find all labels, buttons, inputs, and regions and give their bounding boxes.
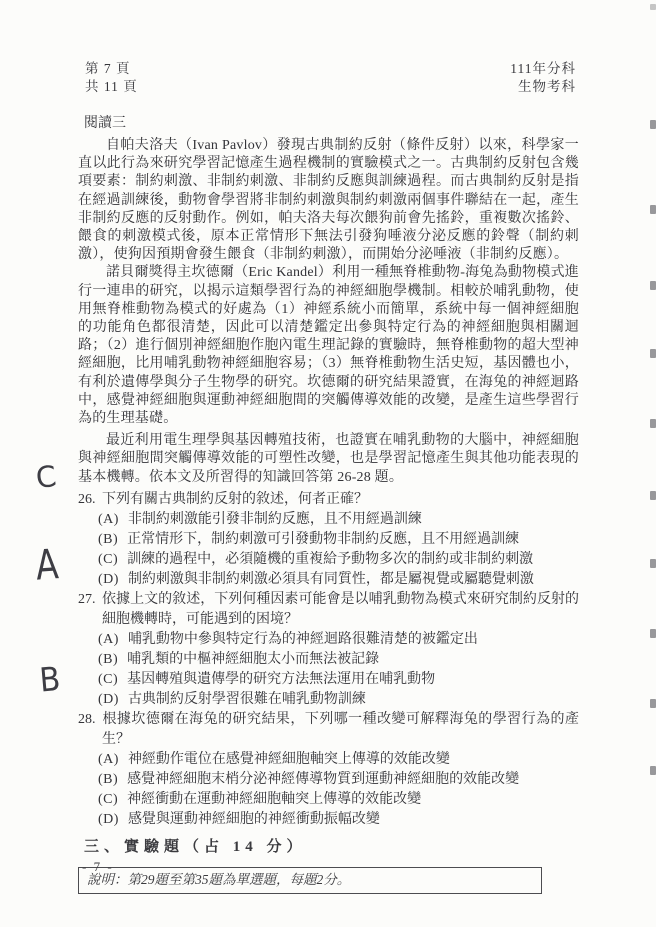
header-exam-info	[510, 60, 576, 96]
question-26-number: 26.	[78, 491, 96, 507]
option-text: 正常情形下，制約刺激可引發動物非制約反應，且不用經過訓練	[127, 531, 520, 547]
option-label: (B)	[98, 771, 119, 787]
option-label: (A)	[98, 511, 119, 527]
question-26-option-c	[78, 550, 579, 570]
option-text: 感覺與運動神經細胞的神經衝動振幅改變	[127, 811, 380, 827]
reading-section-label: 閱讀三	[84, 116, 126, 131]
option-label: (C)	[98, 791, 119, 807]
question-26-stem: 下列有關古典制約反射的敘述，何者正確？	[102, 491, 368, 507]
option-text: 古典制約反射學習很難在哺乳動物訓練	[127, 691, 366, 707]
scan-mark	[650, 4, 656, 10]
option-label: (B)	[98, 651, 119, 667]
instruction-box	[78, 867, 542, 894]
exam-year-label: 111年分科	[510, 61, 576, 76]
reading-section	[78, 114, 579, 894]
handwritten-answer-q27: A	[34, 539, 60, 590]
scan-mark	[650, 349, 656, 358]
experiment-section-heading: 三、實驗題（占 14 分）	[84, 838, 307, 855]
scan-mark	[650, 491, 656, 500]
question-27	[78, 590, 579, 710]
question-26	[78, 490, 579, 590]
option-text: 制約刺激與非制約刺激必須具有同質性，都是屬視覺或屬聽覺刺激	[127, 571, 534, 587]
question-28-option-a	[78, 750, 579, 770]
header-page-info	[85, 60, 138, 96]
option-label: (D)	[98, 811, 119, 827]
footer-page-number: - 7 -	[82, 859, 114, 874]
instruction-text: 說明：第29題至第35題為單選題，每題2分。	[87, 871, 351, 887]
option-text: 訓練的過程中，必須隨機的重複給予動物多次的制約或非制約刺激	[127, 551, 534, 567]
question-28-option-c	[78, 790, 579, 810]
option-label: (D)	[98, 571, 119, 587]
exam-subject-label: 生物考科	[518, 79, 576, 94]
option-label: (A)	[98, 751, 119, 767]
scan-mark	[650, 559, 656, 568]
handwritten-answer-q28: B	[38, 660, 62, 701]
question-27-option-c	[78, 670, 579, 690]
reading-paragraph-1: 自帕夫洛夫（Ivan Pavlov）發現古典制約反射（條件反射）以來，科學家一直以此行為來研究學習記憶產生過程機制的實驗模式之一。古典制約反射包含幾項要素：制約刺激、非制約刺激、非制約反應與訓練過程。而古典制約反射是指在經過訓練後，動物會學習將非制約刺激與制約刺激兩個事件聯結在一起，產生非制約反應的反射動作。例如，帕夫洛夫每次餵狗前會先搖鈴，重複數次搖鈴、餵食的刺激模式後，原本正常情形下無法引發狗唾液分泌反應的鈴聲（制約刺激），使狗因預期會發生餵食（非制約刺激），而開始分泌唾液（非制約反應）。	[78, 138, 579, 263]
handwritten-answer-q26: C	[34, 458, 59, 496]
option-label: (C)	[98, 551, 119, 567]
option-label: (C)	[98, 671, 119, 687]
option-text: 基因轉殖與遺傳學的研究方法無法運用在哺乳動物	[127, 671, 436, 687]
question-27-option-a	[78, 630, 579, 650]
page-number-total: 共 11 頁	[85, 79, 138, 94]
option-text: 神經衝動在運動神經細胞軸突上傳導的效能改變	[127, 791, 422, 807]
scan-mark	[650, 629, 656, 638]
question-27-option-b	[78, 650, 579, 670]
option-label: (A)	[98, 631, 119, 647]
option-text: 非制約刺激能引發非制約反應，且不用經過訓練	[127, 511, 422, 527]
page-number-current: 第 7 頁	[85, 61, 131, 76]
question-26-stem-row	[78, 490, 579, 510]
question-28-stem-row	[78, 710, 579, 750]
question-26-option-b	[78, 530, 579, 550]
question-26-option-d	[78, 570, 579, 590]
question-28-number: 28.	[78, 711, 96, 727]
scan-mark	[650, 419, 656, 428]
scan-mark	[650, 281, 656, 290]
question-27-option-d	[78, 690, 579, 710]
question-28-stem: 根據坎德爾在海兔的研究結果，下列哪一種改變可解釋海兔的學習行為的產生？	[102, 711, 579, 747]
option-text: 哺乳動物中參與特定行為的神經迴路很難清楚的被鑑定出	[127, 631, 478, 647]
question-28-option-d	[78, 810, 579, 830]
option-label: (D)	[98, 691, 119, 707]
option-text: 哺乳類的中樞神經細胞太小而無法被記錄	[127, 651, 380, 667]
scan-mark	[650, 699, 656, 708]
option-label: (B)	[98, 531, 119, 547]
scan-mark	[650, 120, 656, 129]
reading-paragraph-3: 最近利用電生理學與基因轉殖技術，也證實在哺乳動物的大腦中，神經細胞與神經細胞間突觸傳導效能的可塑性改變，也是學習記憶產生與其他功能表現的基本機轉。依本文及所習得的知識回答第 26-28 題。	[78, 433, 579, 485]
option-text: 感覺神經細胞末梢分泌神經傳導物質到運動神經細胞的效能改變	[127, 771, 520, 787]
scan-mark	[650, 205, 656, 214]
question-27-stem: 依據上文的敘述，下列何種因素可能會是以哺乳動物為模式來研究制約反射的細胞機轉時，可能遇到的困境？	[102, 591, 579, 627]
option-text: 神經動作電位在感覺神經細胞軸突上傳導的效能改變	[127, 751, 450, 767]
scan-mark	[650, 766, 656, 775]
question-27-number: 27.	[78, 591, 96, 607]
reading-paragraph-2: 諾貝爾獎得主坎德爾（Eric Kandel）利用一種無脊椎動物-海兔為動物模式進行一連串的研究，以揭示這類學習行為的神經細胞學機制。相較於哺乳動物，使用無脊椎動物為模式的好處為（1）神經系統小而簡單，系統中每一個神經細胞的功能角色都很清楚，因此可以清楚鑑定出參與特定行為的神經細胞與相關迴路；（2）進行個別神經細胞作胞內電生理記錄的實驗時，無脊椎動物的超大型神經細胞，比用哺乳動物神經細胞容易；（3）無脊椎動物生活史短，基因體也小，有利於遺傳學與分子生物學的研究。坎德爾的研究結果證實，在海兔的神經迴路中，感覺神經細胞與運動神經細胞間的突觸傳導效能的改變，是產生這些學習行為的生理基礎。	[78, 265, 579, 427]
question-26-option-a	[78, 510, 579, 530]
question-28	[78, 710, 579, 830]
question-27-stem-row	[78, 590, 579, 630]
question-28-option-b	[78, 770, 579, 790]
